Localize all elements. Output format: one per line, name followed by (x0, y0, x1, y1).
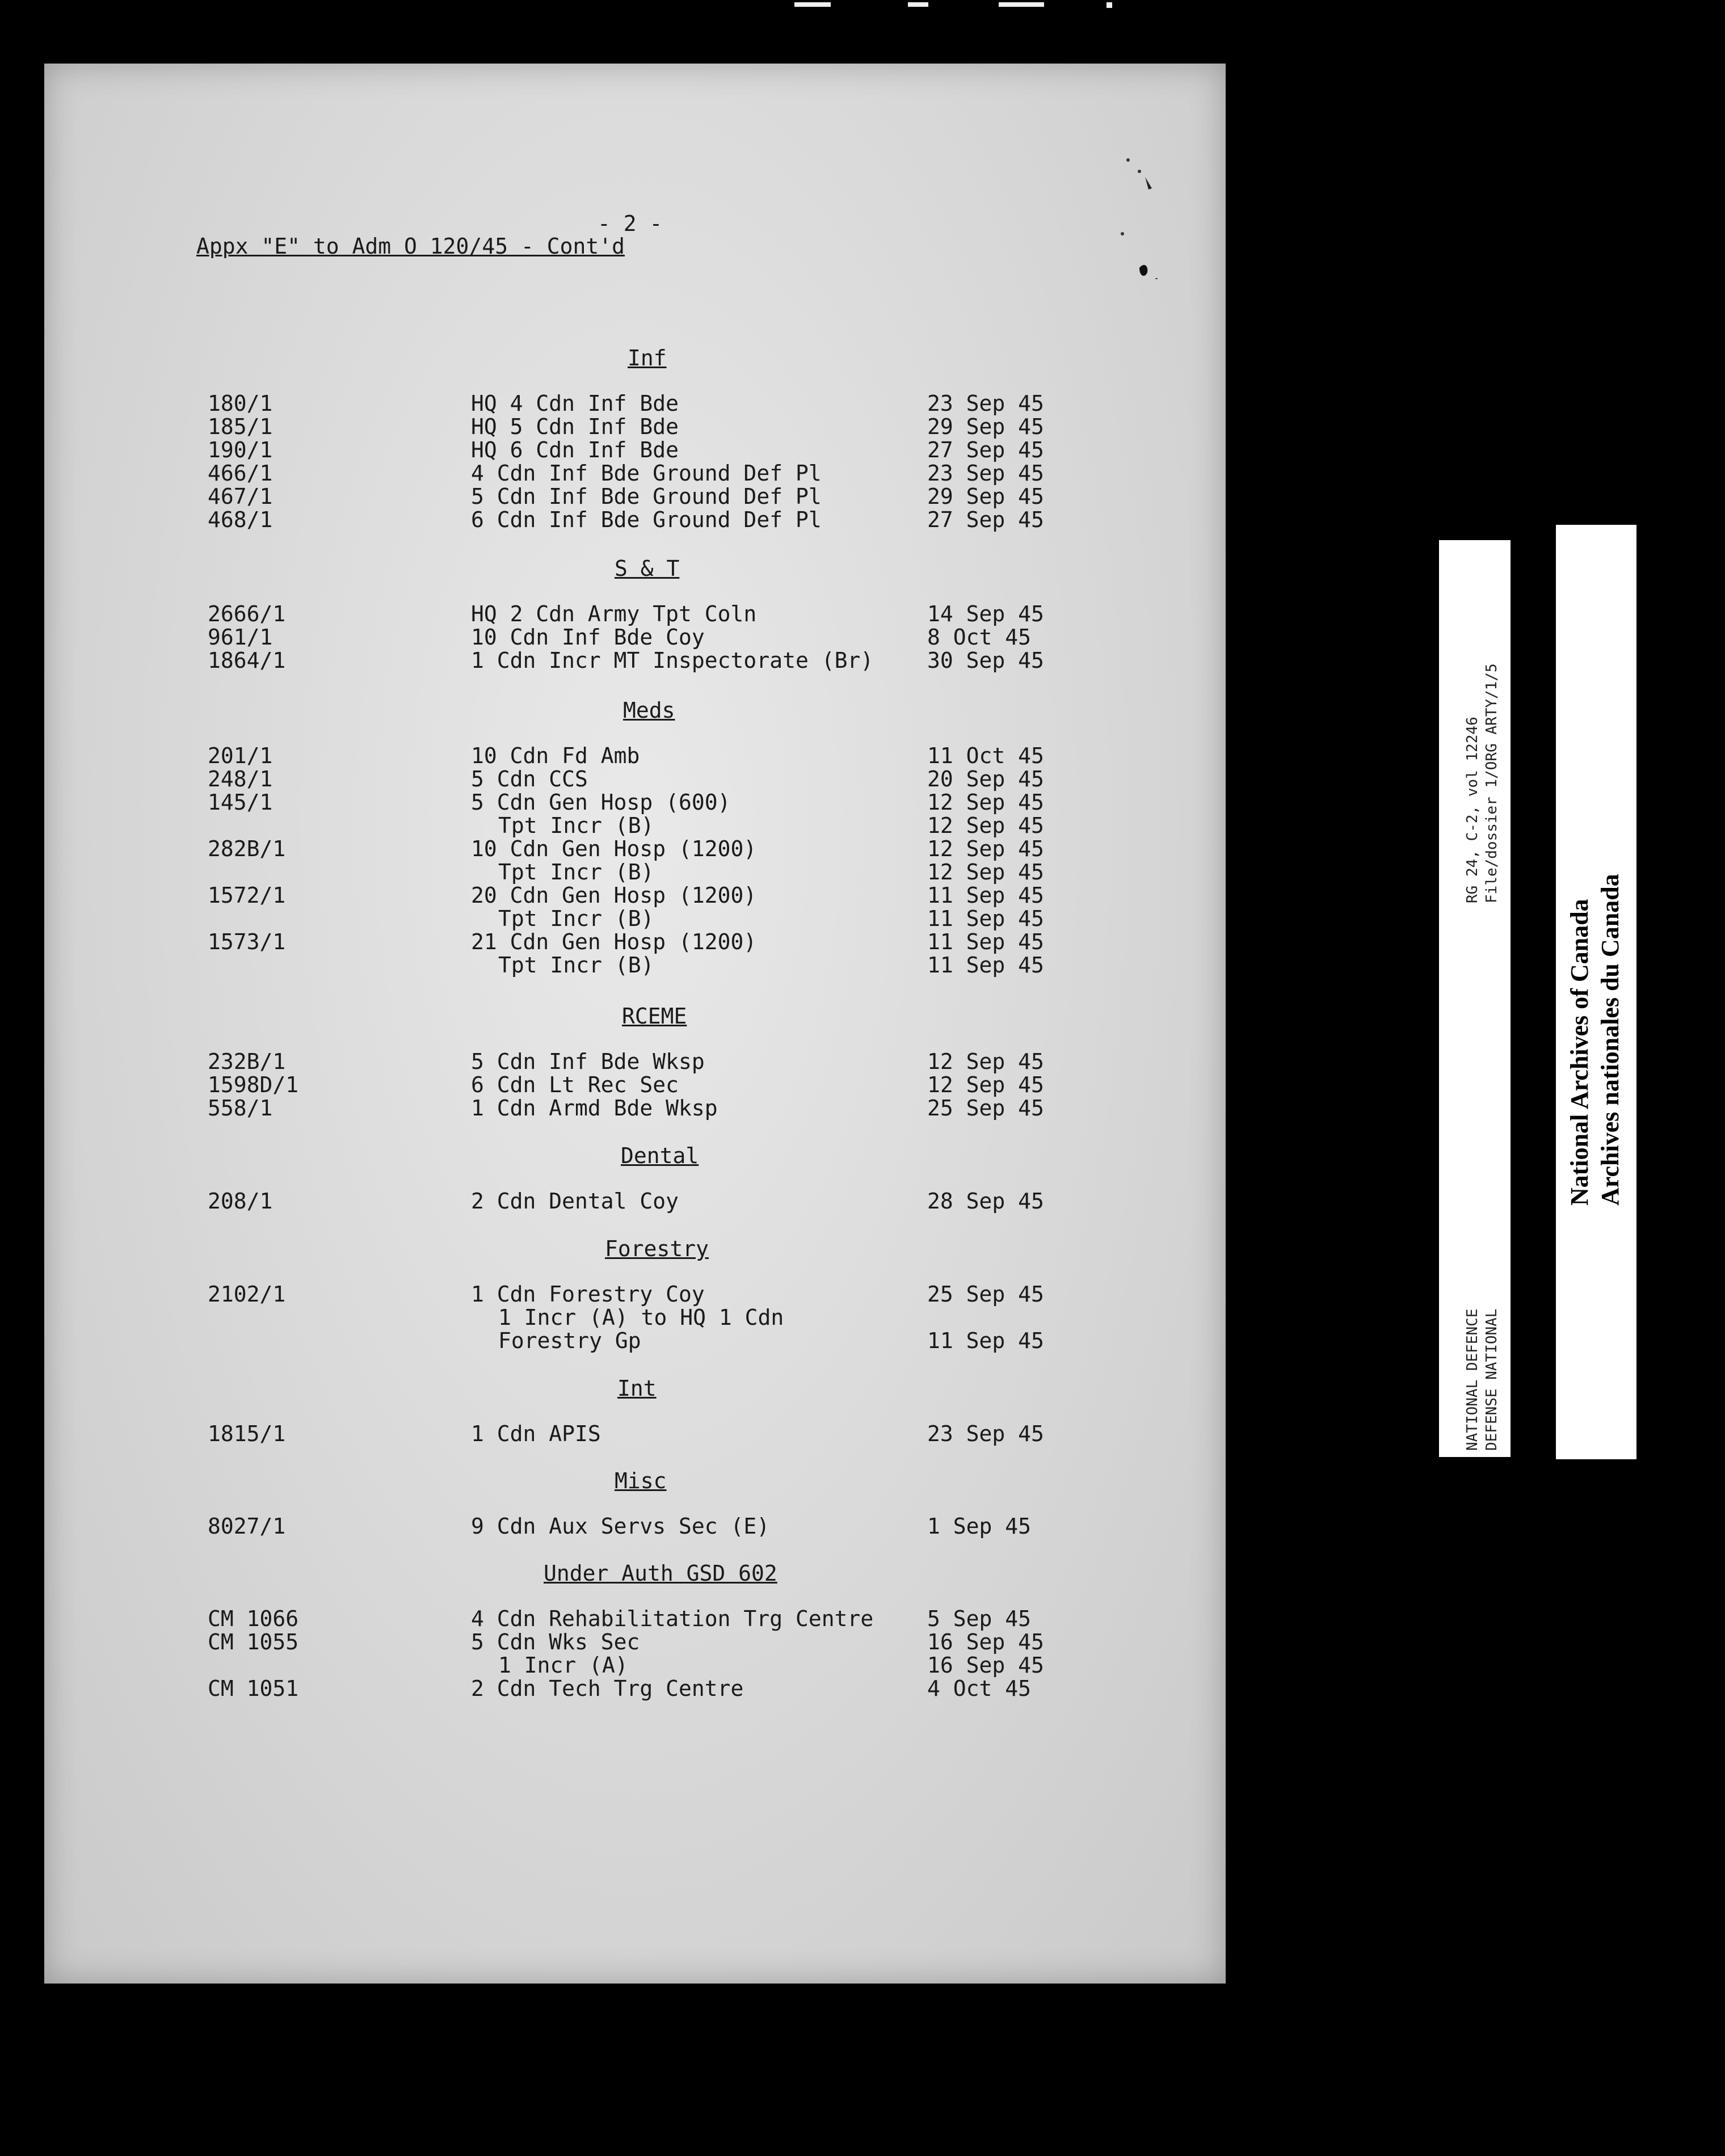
effective-date: 16 Sep 45 (927, 1629, 1044, 1654)
serial-number: 190/1 (208, 437, 273, 462)
effective-date: 29 Sep 45 (927, 484, 1044, 509)
unit-row (44, 462, 1226, 485)
unit-name: Tpt Incr (B) (498, 860, 654, 885)
serial-number: 8027/1 (208, 1514, 286, 1539)
unit-row (44, 1677, 1226, 1700)
unit-row (44, 1283, 1226, 1306)
unit-row (44, 1515, 1226, 1538)
section-rows (44, 1190, 1226, 1213)
section-heading: Inf (628, 346, 667, 370)
unit-name: HQ 6 Cdn Inf Bde (471, 437, 679, 462)
unit-row (44, 768, 1226, 791)
effective-date: 27 Sep 45 (927, 437, 1044, 462)
serial-number: 201/1 (208, 743, 273, 768)
unit-name: HQ 4 Cdn Inf Bde (471, 391, 679, 416)
unit-row (44, 884, 1226, 907)
unit-row (44, 861, 1226, 884)
serial-number: 558/1 (208, 1096, 273, 1121)
paper-specks (1117, 149, 1208, 279)
serial-number: 1864/1 (208, 648, 286, 673)
unit-name: 1 Cdn Incr MT Inspectorate (Br) (471, 648, 874, 673)
serial-number: 145/1 (208, 790, 273, 815)
unit-name: Forestry Gp (498, 1328, 641, 1353)
unit-row (44, 907, 1226, 930)
effective-date: 12 Sep 45 (927, 1072, 1044, 1097)
unit-row (44, 392, 1226, 415)
effective-date: 27 Sep 45 (927, 507, 1044, 532)
serial-number: CM 1066 (208, 1606, 299, 1631)
unit-name: 21 Cdn Gen Hosp (1200) (471, 929, 757, 954)
effective-date: 16 Sep 45 (927, 1653, 1044, 1678)
serial-number: 1815/1 (208, 1421, 286, 1446)
unit-row (44, 1050, 1226, 1073)
effective-date: 11 Sep 45 (927, 929, 1044, 954)
unit-name: 6 Cdn Lt Rec Sec (471, 1072, 679, 1097)
serial-number: 208/1 (208, 1189, 273, 1214)
serial-number: 282B/1 (208, 836, 286, 861)
effective-date: 25 Sep 45 (927, 1282, 1044, 1307)
section-rows (44, 603, 1226, 672)
unit-row (44, 649, 1226, 672)
unit-row (44, 626, 1226, 649)
serial-number: 467/1 (208, 484, 273, 509)
effective-date: 11 Oct 45 (927, 743, 1044, 768)
effective-date: 23 Sep 45 (927, 461, 1044, 486)
unit-name: 5 Cdn Inf Bde Wksp (471, 1049, 705, 1074)
unit-row (44, 791, 1226, 814)
unit-name: 1 Cdn Forestry Coy (471, 1282, 705, 1307)
archives-name-fr: Archives nationales du Canada (1596, 874, 1624, 1206)
section-heading: Meds (623, 698, 675, 723)
unit-name: Tpt Incr (B) (498, 906, 654, 931)
dept-line-en: NATIONAL DEFENCE (1464, 1308, 1481, 1451)
effective-date: 29 Sep 45 (927, 414, 1044, 439)
effective-date: 14 Sep 45 (927, 601, 1044, 626)
section-heading: Dental (621, 1143, 699, 1168)
unit-row (44, 744, 1226, 768)
serial-number: 232B/1 (208, 1049, 286, 1074)
document-page (44, 64, 1226, 1984)
unit-name: 5 Cdn Inf Bde Ground Def Pl (471, 484, 822, 509)
section-heading: Int (617, 1376, 657, 1401)
unit-row (44, 814, 1226, 837)
section-rows (44, 1607, 1226, 1700)
serial-number: 2102/1 (208, 1282, 286, 1307)
serial-number: CM 1051 (208, 1676, 299, 1701)
effective-date: 8 Oct 45 (927, 625, 1032, 650)
serial-number: 961/1 (208, 625, 273, 650)
effective-date: 28 Sep 45 (927, 1189, 1044, 1214)
effective-date: 11 Sep 45 (927, 906, 1044, 931)
effective-date: 12 Sep 45 (927, 860, 1044, 885)
section-heading: Misc (615, 1468, 667, 1493)
archives-name-en: National Archives of Canada (1566, 899, 1593, 1206)
effective-date: 23 Sep 45 (927, 1421, 1044, 1446)
serial-number: 185/1 (208, 414, 273, 439)
unit-row (44, 603, 1226, 626)
effective-date: 30 Sep 45 (927, 648, 1044, 673)
unit-name: 1 Cdn Armd Bde Wksp (471, 1096, 718, 1121)
effective-date: 11 Sep 45 (927, 883, 1044, 908)
unit-row (44, 837, 1226, 861)
section-heading: Under Auth GSD 602 (544, 1561, 777, 1586)
unit-row (44, 439, 1226, 462)
archive-reference-strip (1439, 540, 1511, 1457)
unit-row (44, 1422, 1226, 1446)
section-rows (44, 1515, 1226, 1538)
effective-date: 12 Sep 45 (927, 790, 1044, 815)
serial-number: 2666/1 (208, 601, 286, 626)
section-heading: S & T (615, 556, 680, 581)
unit-name: 10 Cdn Gen Hosp (1200) (471, 836, 757, 861)
dept-line-fr: DEFENSE NATIONAL (1483, 1308, 1500, 1451)
unit-row (44, 1607, 1226, 1631)
unit-name: 2 Cdn Tech Trg Centre (471, 1676, 744, 1701)
unit-row (44, 508, 1226, 532)
unit-name: 1 Cdn APIS (471, 1421, 601, 1446)
serial-number: 468/1 (208, 507, 273, 532)
unit-row (44, 1073, 1226, 1097)
serial-number: 1572/1 (208, 883, 286, 908)
unit-name: Tpt Incr (B) (498, 953, 654, 978)
unit-name: Tpt Incr (B) (498, 813, 654, 838)
effective-date: 11 Sep 45 (927, 1328, 1044, 1353)
unit-name: HQ 2 Cdn Army Tpt Coln (471, 601, 757, 626)
page-number: - 2 - (598, 211, 663, 236)
effective-date: 5 Sep 45 (927, 1606, 1032, 1631)
unit-name: 1 Incr (A) to HQ 1 Cdn (498, 1305, 784, 1330)
unit-name: 1 Incr (A) (498, 1653, 628, 1678)
effective-date: 11 Sep 45 (927, 953, 1044, 978)
unit-name: 4 Cdn Rehabilitation Trg Centre (471, 1606, 874, 1631)
effective-date: 12 Sep 45 (927, 813, 1044, 838)
serial-number: 180/1 (208, 391, 273, 416)
unit-row (44, 1631, 1226, 1654)
unit-row (44, 954, 1226, 977)
section-rows (44, 1283, 1226, 1353)
archive-reference-line1: RG 24, C-2, vol 12246 (1464, 717, 1481, 903)
effective-date: 4 Oct 45 (927, 1676, 1032, 1701)
unit-name: 4 Cdn Inf Bde Ground Def Pl (471, 461, 822, 486)
effective-date: 23 Sep 45 (927, 391, 1044, 416)
section-rows (44, 1050, 1226, 1120)
unit-row (44, 1190, 1226, 1213)
section-heading: RCEME (622, 1004, 687, 1029)
unit-name: 5 Cdn Gen Hosp (600) (471, 790, 731, 815)
section-heading: Forestry (605, 1236, 709, 1261)
unit-row (44, 415, 1226, 439)
section-rows (44, 1422, 1226, 1446)
section-rows (44, 392, 1226, 532)
unit-row (44, 930, 1226, 954)
unit-name: 6 Cdn Inf Bde Ground Def Pl (471, 507, 822, 532)
unit-name: HQ 5 Cdn Inf Bde (471, 414, 679, 439)
unit-name: 2 Cdn Dental Coy (471, 1189, 679, 1214)
unit-name: 9 Cdn Aux Servs Sec (E) (471, 1514, 770, 1539)
serial-number: 1573/1 (208, 929, 286, 954)
serial-number: CM 1055 (208, 1629, 299, 1654)
unit-name: 10 Cdn Inf Bde Coy (471, 625, 705, 650)
unit-name: 10 Cdn Fd Amb (471, 743, 640, 768)
unit-name: 5 Cdn CCS (471, 767, 588, 791)
scan-top-marks (794, 0, 1124, 12)
unit-row (44, 1097, 1226, 1120)
unit-row (44, 1306, 1226, 1329)
serial-number: 466/1 (208, 461, 273, 486)
effective-date: 1 Sep 45 (927, 1514, 1032, 1539)
unit-name: 5 Cdn Wks Sec (471, 1629, 640, 1654)
serial-number: 248/1 (208, 767, 273, 791)
unit-row (44, 1654, 1226, 1677)
unit-row (44, 1329, 1226, 1353)
unit-row (44, 485, 1226, 508)
effective-date: 12 Sep 45 (927, 1049, 1044, 1074)
archives-label-strip (1556, 525, 1636, 1459)
effective-date: 25 Sep 45 (927, 1096, 1044, 1121)
serial-number: 1598D/1 (208, 1072, 299, 1097)
archive-reference-line2: File/dossier 1/ORG ARTY/1/5 (1483, 663, 1500, 903)
appendix-title: Appx "E" to Adm O 120/45 - Cont'd (196, 234, 625, 259)
unit-name: 20 Cdn Gen Hosp (1200) (471, 883, 757, 908)
section-rows (44, 744, 1226, 977)
effective-date: 20 Sep 45 (927, 767, 1044, 791)
effective-date: 12 Sep 45 (927, 836, 1044, 861)
